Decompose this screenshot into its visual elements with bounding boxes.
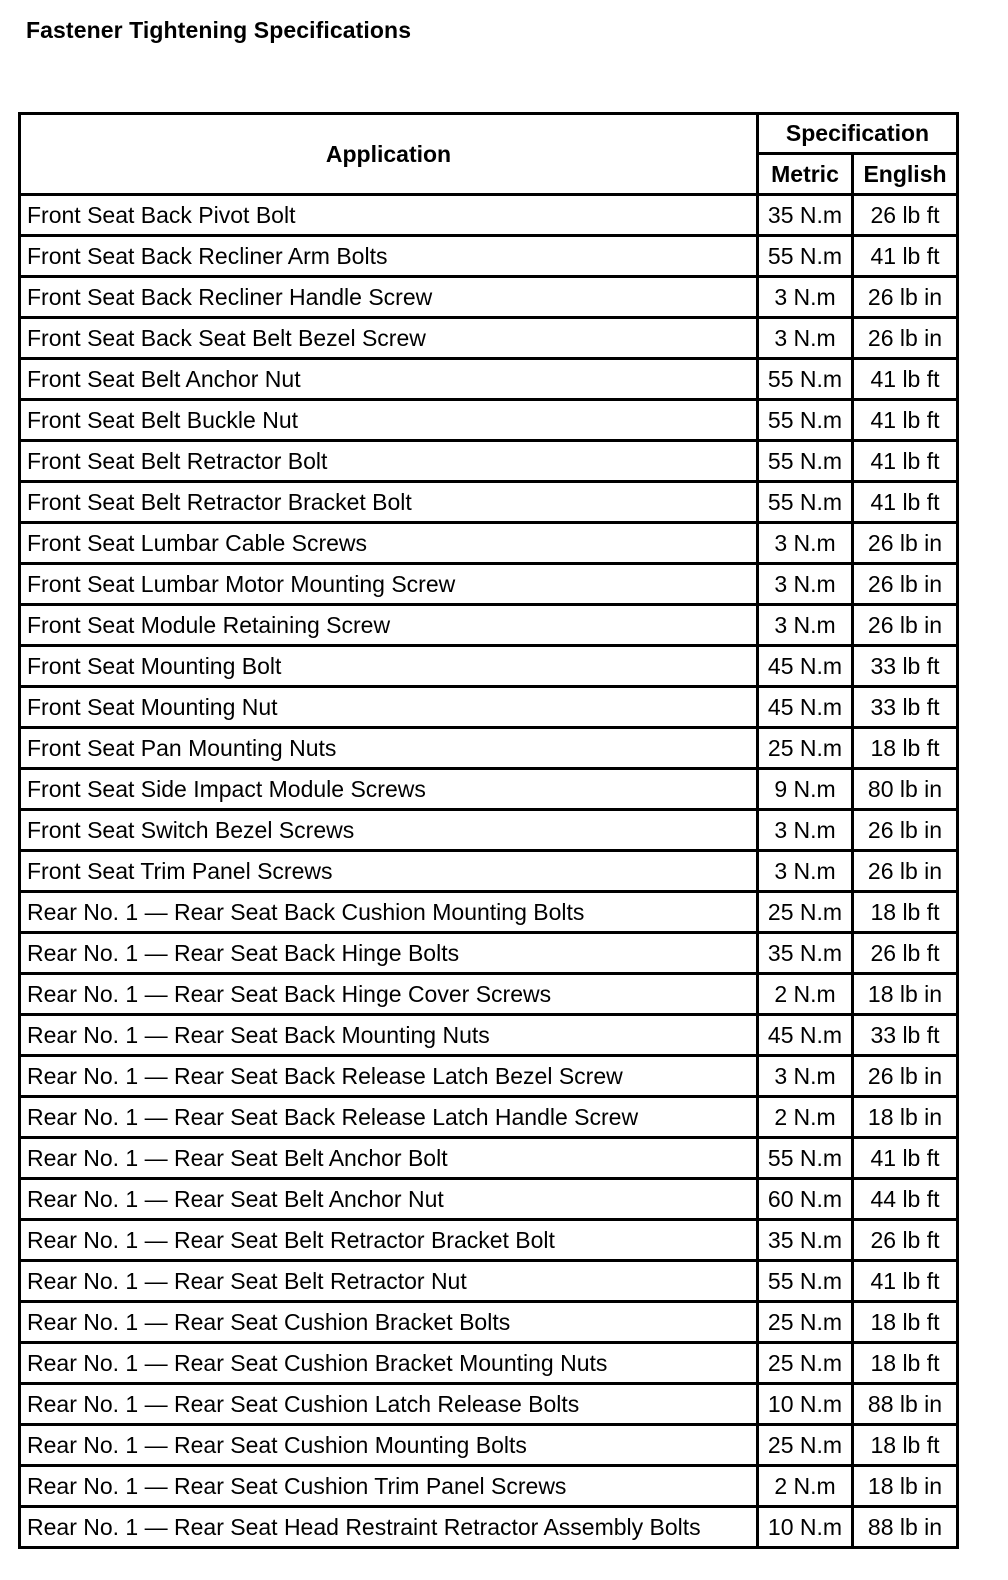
english-cell: 18 lb ft <box>854 1344 956 1385</box>
application-cell: Rear No. 1 — Rear Seat Cushion Trim Panel Screws <box>21 1467 759 1508</box>
english-cell: 41 lb ft <box>854 360 956 401</box>
application-cell: Rear No. 1 — Rear Seat Cushion Mounting Bolts <box>21 1426 759 1467</box>
english-cell: 44 lb ft <box>854 1180 956 1221</box>
application-cell: Rear No. 1 — Rear Seat Belt Anchor Bolt <box>21 1139 759 1180</box>
application-cell: Front Seat Back Recliner Handle Screw <box>21 278 759 319</box>
application-cell: Rear No. 1 — Rear Seat Back Release Latch Handle Screw <box>21 1098 759 1139</box>
table-row <box>21 1303 956 1344</box>
table-row <box>21 442 956 483</box>
english-cell: 41 lb ft <box>854 483 956 524</box>
table-row <box>21 1057 956 1098</box>
application-cell: Front Seat Back Recliner Arm Bolts <box>21 237 759 278</box>
metric-cell: 2 N.m <box>759 975 854 1016</box>
table-row <box>21 1221 956 1262</box>
application-cell: Front Seat Module Retaining Screw <box>21 606 759 647</box>
english-cell: 41 lb ft <box>854 1139 956 1180</box>
metric-cell: 25 N.m <box>759 729 854 770</box>
application-cell: Front Seat Belt Buckle Nut <box>21 401 759 442</box>
metric-cell: 55 N.m <box>759 442 854 483</box>
metric-cell: 3 N.m <box>759 606 854 647</box>
english-cell: 26 lb in <box>854 565 956 606</box>
metric-cell: 3 N.m <box>759 278 854 319</box>
metric-cell: 55 N.m <box>759 1262 854 1303</box>
table-row <box>21 688 956 729</box>
table-row <box>21 893 956 934</box>
metric-cell: 35 N.m <box>759 196 854 237</box>
metric-cell: 2 N.m <box>759 1098 854 1139</box>
english-cell: 33 lb ft <box>854 688 956 729</box>
application-cell: Front Seat Lumbar Motor Mounting Screw <box>21 565 759 606</box>
english-cell: 88 lb in <box>854 1385 956 1426</box>
table-row <box>21 319 956 360</box>
metric-cell: 9 N.m <box>759 770 854 811</box>
english-cell: 18 lb ft <box>854 1303 956 1344</box>
english-cell: 26 lb in <box>854 606 956 647</box>
english-cell: 26 lb in <box>854 852 956 893</box>
english-column-header: English <box>854 155 956 196</box>
metric-cell: 3 N.m <box>759 811 854 852</box>
table-row <box>21 647 956 688</box>
metric-cell: 55 N.m <box>759 1139 854 1180</box>
application-cell: Rear No. 1 — Rear Seat Cushion Latch Release Bolts <box>21 1385 759 1426</box>
metric-cell: 45 N.m <box>759 647 854 688</box>
table-row <box>21 975 956 1016</box>
metric-cell: 10 N.m <box>759 1385 854 1426</box>
metric-cell: 60 N.m <box>759 1180 854 1221</box>
application-cell: Rear No. 1 — Rear Seat Belt Retractor Bracket Bolt <box>21 1221 759 1262</box>
english-cell: 26 lb in <box>854 811 956 852</box>
application-cell: Rear No. 1 — Rear Seat Back Mounting Nuts <box>21 1016 759 1057</box>
application-cell: Rear No. 1 — Rear Seat Back Release Latch Bezel Screw <box>21 1057 759 1098</box>
metric-cell: 25 N.m <box>759 1426 854 1467</box>
metric-cell: 45 N.m <box>759 1016 854 1057</box>
english-cell: 18 lb ft <box>854 1426 956 1467</box>
application-cell: Rear No. 1 — Rear Seat Cushion Bracket Bolts <box>21 1303 759 1344</box>
metric-column-header: Metric <box>759 155 854 196</box>
fastener-spec-table <box>18 112 959 1549</box>
application-cell: Front Seat Belt Anchor Nut <box>21 360 759 401</box>
metric-cell: 10 N.m <box>759 1508 854 1546</box>
page-title: Fastener Tightening Specifications <box>26 17 412 43</box>
application-column-header: Application <box>21 115 759 196</box>
metric-cell: 55 N.m <box>759 401 854 442</box>
application-cell: Front Seat Mounting Bolt <box>21 647 759 688</box>
table-row <box>21 729 956 770</box>
metric-cell: 45 N.m <box>759 688 854 729</box>
english-cell: 26 lb ft <box>854 934 956 975</box>
metric-cell: 55 N.m <box>759 237 854 278</box>
metric-cell: 25 N.m <box>759 893 854 934</box>
application-cell: Front Seat Switch Bezel Screws <box>21 811 759 852</box>
table-row <box>21 1467 956 1508</box>
english-cell: 26 lb in <box>854 1057 956 1098</box>
english-cell: 41 lb ft <box>854 401 956 442</box>
english-cell: 33 lb ft <box>854 647 956 688</box>
english-cell: 26 lb in <box>854 524 956 565</box>
application-cell: Front Seat Side Impact Module Screws <box>21 770 759 811</box>
english-cell: 26 lb ft <box>854 1221 956 1262</box>
metric-cell: 55 N.m <box>759 483 854 524</box>
english-cell: 33 lb ft <box>854 1016 956 1057</box>
english-cell: 18 lb ft <box>854 893 956 934</box>
application-cell: Front Seat Back Pivot Bolt <box>21 196 759 237</box>
application-cell: Front Seat Belt Retractor Bracket Bolt <box>21 483 759 524</box>
english-cell: 41 lb ft <box>854 442 956 483</box>
application-cell: Rear No. 1 — Rear Seat Back Hinge Bolts <box>21 934 759 975</box>
english-cell: 26 lb in <box>854 319 956 360</box>
application-cell: Rear No. 1 — Rear Seat Belt Retractor Nut <box>21 1262 759 1303</box>
table-row <box>21 1098 956 1139</box>
table-row <box>21 196 956 237</box>
application-cell: Front Seat Trim Panel Screws <box>21 852 759 893</box>
application-cell: Front Seat Pan Mounting Nuts <box>21 729 759 770</box>
english-cell: 41 lb ft <box>854 1262 956 1303</box>
english-cell: 80 lb in <box>854 770 956 811</box>
metric-cell: 3 N.m <box>759 852 854 893</box>
table-row <box>21 1016 956 1057</box>
specification-column-header: Specification <box>759 115 956 155</box>
table-row <box>21 360 956 401</box>
english-cell: 88 lb in <box>867 1513 943 1540</box>
table-row <box>21 934 956 975</box>
english-cell: 18 lb in <box>854 975 956 1016</box>
application-cell: Rear No. 1 — Rear Seat Back Hinge Cover Screws <box>21 975 759 1016</box>
table-row <box>21 606 956 647</box>
english-cell: 18 lb ft <box>854 729 956 770</box>
application-cell: Rear No. 1 — Rear Seat Belt Anchor Nut <box>21 1180 759 1221</box>
application-cell: Rear No. 1 — Rear Seat Back Cushion Mounting Bolts <box>21 893 759 934</box>
table-row <box>21 1180 956 1221</box>
table-row <box>21 1344 956 1385</box>
metric-cell: 35 N.m <box>759 1221 854 1262</box>
metric-cell: 35 N.m <box>759 934 854 975</box>
application-cell: Front Seat Mounting Nut <box>21 688 759 729</box>
application-cell: Front Seat Back Seat Belt Bezel Screw <box>21 319 759 360</box>
table-body <box>21 196 956 1546</box>
table-row <box>21 237 956 278</box>
table-row <box>21 401 956 442</box>
table-row <box>21 278 956 319</box>
metric-cell: 25 N.m <box>759 1344 854 1385</box>
application-cell: Rear No. 1 — Rear Seat Head Restraint Retractor Assembly Bolts <box>21 1508 759 1546</box>
table-row <box>21 1508 956 1546</box>
table-row <box>21 1262 956 1303</box>
english-cell: 26 lb ft <box>854 196 956 237</box>
metric-cell: 2 N.m <box>759 1467 854 1508</box>
table-row <box>21 852 956 893</box>
table-row <box>21 811 956 852</box>
english-cell: 26 lb in <box>854 278 956 319</box>
metric-cell: 55 N.m <box>759 360 854 401</box>
table-row <box>21 524 956 565</box>
metric-cell: 3 N.m <box>759 319 854 360</box>
application-cell: Front Seat Lumbar Cable Screws <box>21 524 759 565</box>
table-row <box>21 483 956 524</box>
metric-cell: 3 N.m <box>759 1057 854 1098</box>
table-row <box>21 770 956 811</box>
table-row <box>21 1385 956 1426</box>
table-row <box>21 1426 956 1467</box>
english-cell: 18 lb in <box>854 1098 956 1139</box>
metric-cell: 3 N.m <box>759 524 854 565</box>
metric-cell: 3 N.m <box>759 565 854 606</box>
application-cell: Front Seat Belt Retractor Bolt <box>21 442 759 483</box>
english-cell: 18 lb in <box>854 1467 956 1508</box>
table-row <box>21 1139 956 1180</box>
application-cell: Rear No. 1 — Rear Seat Cushion Bracket Mounting Nuts <box>21 1344 759 1385</box>
table-row <box>21 565 956 606</box>
metric-cell: 25 N.m <box>759 1303 854 1344</box>
english-cell: 41 lb ft <box>854 237 956 278</box>
